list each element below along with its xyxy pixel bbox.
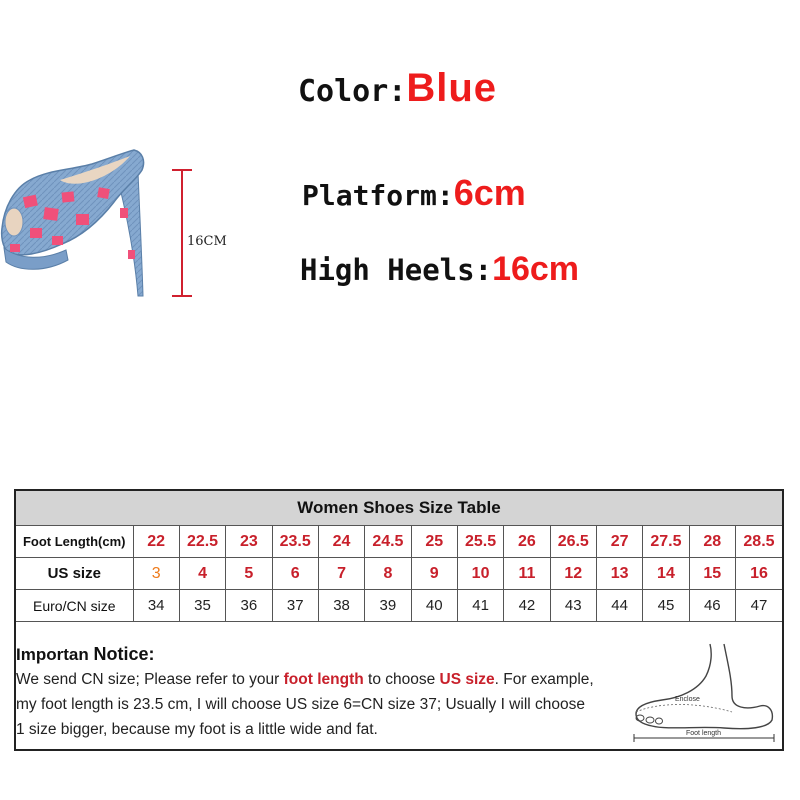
table-row — [16, 590, 782, 622]
table-cell: 39 — [365, 590, 411, 622]
platform-spec — [302, 172, 526, 214]
notice-text: to choose — [363, 671, 440, 688]
color-label: Color: — [298, 74, 407, 109]
table-cell: 22.5 — [179, 526, 225, 558]
table-cell: 13 — [596, 558, 642, 590]
height-marker-icon — [170, 168, 194, 298]
notice-line-2: my foot length is 23.5 cm, I will choose US size 6=CN size 37; Usually I will choose — [16, 696, 585, 713]
table-cell: 27.5 — [643, 526, 689, 558]
table-cell: 25.5 — [457, 526, 503, 558]
heels-label: High Heels: — [300, 253, 493, 287]
notice-line-3: 1 size bigger, because my foot is a little wide and fat. — [16, 721, 378, 738]
table-cell: 24.5 — [365, 526, 411, 558]
heels-spec — [300, 250, 579, 289]
table-cell: 25 — [411, 526, 457, 558]
row-header: US size — [16, 558, 133, 590]
table-cell: 9 — [411, 558, 457, 590]
table-cell: 47 — [735, 590, 782, 622]
table-cell: 3 — [133, 558, 179, 590]
notice-title-prefix: Importan — [16, 645, 89, 664]
table-cell: 35 — [179, 590, 225, 622]
foot-enclose-label: Enclose — [675, 696, 700, 703]
platform-label: Platform: — [302, 179, 454, 212]
notice-title — [16, 642, 626, 667]
table-row — [16, 558, 782, 590]
notice-line-1 — [16, 667, 626, 692]
size-table-title: Women Shoes Size Table — [16, 491, 782, 526]
table-cell: 38 — [318, 590, 364, 622]
foot-length-label: Foot length — [686, 730, 722, 737]
table-cell: 45 — [643, 590, 689, 622]
table-cell: 44 — [596, 590, 642, 622]
table-row — [16, 526, 782, 558]
table-cell: 15 — [689, 558, 735, 590]
foot-length-highlight: foot length — [283, 671, 364, 688]
table-cell: 24 — [318, 526, 364, 558]
notice-title-word: Notice: — [93, 644, 155, 664]
table-cell: 22 — [133, 526, 179, 558]
table-cell: 4 — [179, 558, 225, 590]
table-cell: 5 — [226, 558, 272, 590]
table-cell: 10 — [457, 558, 503, 590]
table-cell: 37 — [272, 590, 318, 622]
color-value: Blue — [406, 66, 498, 110]
notice-text: We send CN size; Please refer to your — [16, 671, 284, 688]
table-cell: 8 — [365, 558, 411, 590]
table-cell: 40 — [411, 590, 457, 622]
table-cell: 7 — [318, 558, 364, 590]
table-cell: 46 — [689, 590, 735, 622]
table-cell: 42 — [504, 590, 550, 622]
table-cell: 6 — [272, 558, 318, 590]
color-spec — [298, 66, 497, 111]
table-cell: 23.5 — [272, 526, 318, 558]
table-cell: 34 — [133, 590, 179, 622]
table-cell: 41 — [457, 590, 503, 622]
row-header: Foot Length(cm) — [16, 526, 133, 558]
row-header: Euro/CN size — [16, 590, 133, 622]
shoe-image — [0, 110, 160, 310]
table-cell: 26.5 — [550, 526, 596, 558]
table-cell: 12 — [550, 558, 596, 590]
table-cell: 28 — [689, 526, 735, 558]
height-label: 16CM — [187, 234, 227, 249]
table-cell: 28.5 — [735, 526, 782, 558]
notice-text: . For example, — [494, 671, 594, 688]
heels-value: 16cm — [492, 250, 580, 288]
table-cell: 16 — [735, 558, 782, 590]
table-cell: 14 — [643, 558, 689, 590]
table-cell: 43 — [550, 590, 596, 622]
us-size-highlight: US size — [439, 671, 495, 688]
table-cell: 36 — [226, 590, 272, 622]
table-cell: 27 — [596, 526, 642, 558]
table-cell: 11 — [504, 558, 550, 590]
table-cell: 23 — [226, 526, 272, 558]
notice — [16, 642, 626, 742]
table-cell: 26 — [504, 526, 550, 558]
platform-value: 6cm — [453, 172, 526, 213]
